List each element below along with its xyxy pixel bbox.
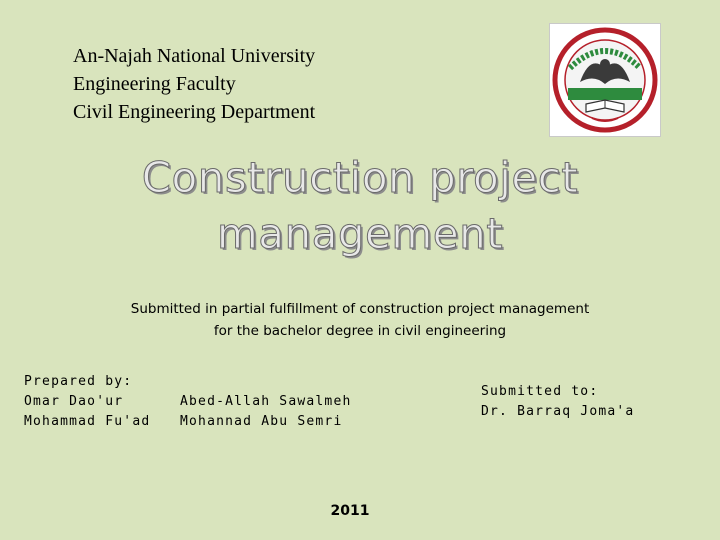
department-name: Civil Engineering Department	[73, 101, 316, 123]
presentation-title	[60, 150, 660, 262]
supervisor-name: Dr. Barraq Joma'a	[481, 404, 635, 419]
student-name: Mohammad Fu'ad	[24, 414, 151, 429]
submitted-to-label: Submitted to:	[481, 384, 599, 399]
prepared-by-label: Prepared by:	[24, 374, 133, 389]
university-seal-icon	[550, 24, 660, 136]
university-header	[73, 42, 315, 126]
student-name: Omar Dao'ur	[24, 394, 124, 409]
student-name: Abed-Allah Sawalmeh	[180, 394, 352, 409]
year: 2011	[330, 503, 370, 519]
university-name: An-Najah National University	[73, 45, 316, 67]
prepared-by-block	[24, 372, 150, 432]
submission-line-1: Submitted in partial fulfillment of construction project management	[130, 301, 590, 317]
student-name: Mohannad Abu Semri	[180, 414, 343, 429]
title-line-2: management	[216, 209, 504, 258]
faculty-name: Engineering Faculty	[73, 73, 236, 95]
university-logo	[550, 24, 660, 136]
student-names-column-2	[180, 392, 352, 432]
submission-line-2: for the bachelor degree in civil engineering	[213, 323, 507, 339]
title-line-1: Construction project	[141, 153, 579, 202]
submitted-to-block	[481, 382, 634, 422]
submission-statement	[60, 298, 660, 342]
